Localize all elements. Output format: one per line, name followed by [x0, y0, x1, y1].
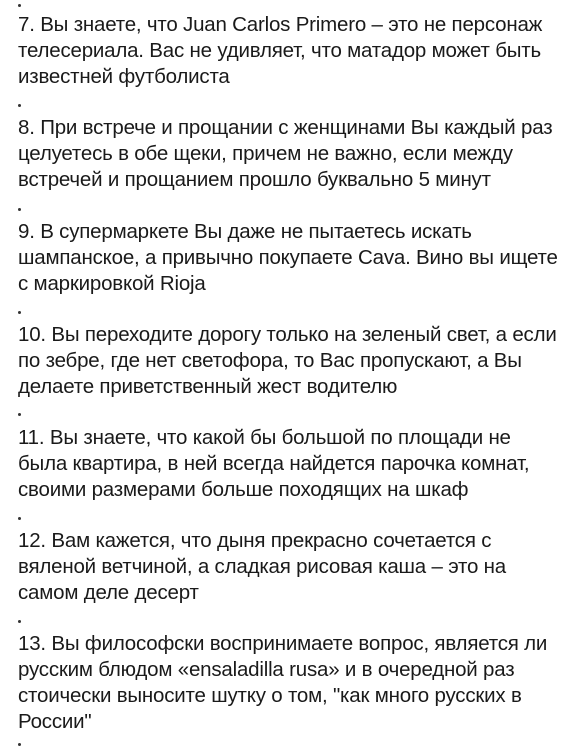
text-line: встречей и прощанием прошло буквально 5 минут	[18, 168, 491, 191]
separator-dot	[18, 743, 21, 746]
list-item-12	[18, 528, 558, 606]
text-line: 8. При встрече и прощании с женщинами Вы каждый раз	[18, 116, 553, 139]
text-line: телесериала. Вас не удивляет, что матадор может быть	[18, 39, 541, 62]
list-item-10	[18, 322, 558, 400]
list-item-11	[18, 425, 558, 503]
list-item-9	[18, 219, 558, 297]
text-line: 9. В супермаркете Вы даже не пытаетесь искать	[18, 220, 472, 243]
text-line: 10. Вы переходите дорогу только на зеленый свет, а если	[18, 323, 557, 346]
list-item-8	[18, 115, 558, 193]
list-item-7	[18, 12, 558, 90]
text-line: 7. Вы знаете, что Juan Carlos Primero – это не персонаж	[18, 13, 543, 36]
text-line: была квартира, в ней всегда найдется парочка комнат,	[18, 452, 530, 475]
text-line: стоически выносите шутку о том, "как много русских в	[18, 684, 522, 707]
separator-dot	[18, 4, 21, 7]
text-line: 11. Вы знаете, что какой бы большой по площади не	[18, 426, 511, 449]
separator-dot	[18, 104, 21, 107]
list-item-13	[18, 631, 558, 735]
separator-dot	[18, 413, 21, 416]
text-line: 13. Вы философски воспринимаете вопрос, является ли	[18, 632, 548, 655]
separator-dot	[18, 620, 21, 623]
text-line: целуетесь в обе щеки, причем не важно, если между	[18, 142, 513, 165]
separator-dot	[18, 208, 21, 211]
text-line: делаете приветственный жест водителю	[18, 375, 398, 398]
text-line: своими размерами больше походящих на шкаф	[18, 478, 469, 501]
text-line: русским блюдом «ensaladilla rusa» и в очередной раз	[18, 658, 515, 681]
text-line: по зебре, где нет светофора, то Вас пропускают, а Вы	[18, 349, 522, 372]
text-line: самом деле десерт	[18, 581, 199, 604]
separator-dot	[18, 517, 21, 520]
text-line: шампанское, а привычно покупаете Cava. Вино вы ищете	[18, 246, 558, 269]
text-line: 12. Вам кажется, что дыня прекрасно сочетается с	[18, 529, 492, 552]
text-line: известней футболиста	[18, 65, 230, 88]
text-line: вяленой ветчиной, а сладкая рисовая каша – это на	[18, 555, 506, 578]
text-line: России"	[18, 710, 92, 733]
separator-dot	[18, 311, 21, 314]
text-line: с маркировкой Rioja	[18, 272, 206, 295]
